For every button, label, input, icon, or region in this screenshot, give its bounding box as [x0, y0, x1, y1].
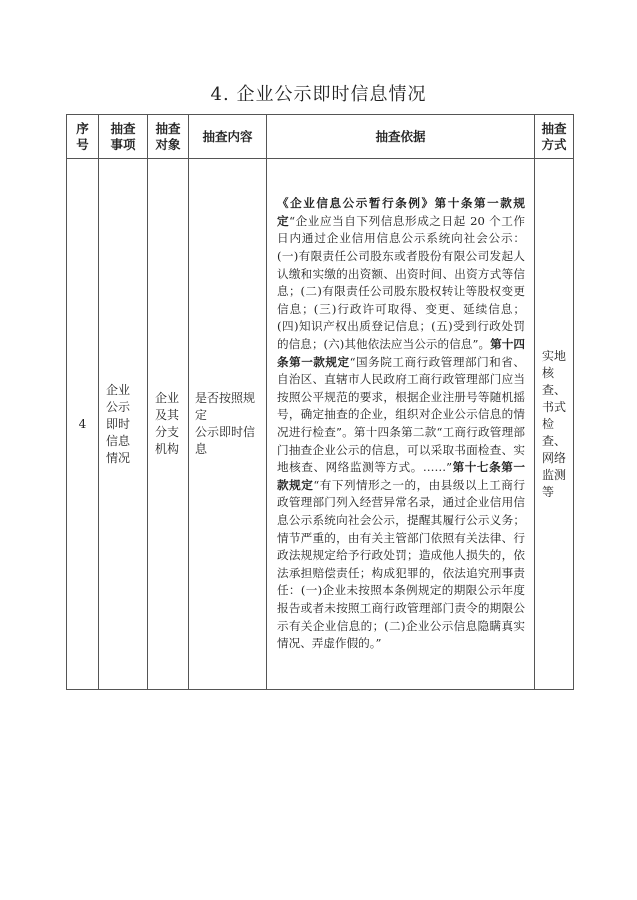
header-method: 抽查 方式 — [535, 115, 574, 159]
header-basis: 抽查依据 — [267, 115, 535, 159]
header-object: 抽查 对象 — [148, 115, 189, 159]
table-row — [67, 159, 574, 690]
row-content: 是否按照规定 公示即时信 息 — [189, 159, 267, 690]
header-num: 序 号 — [67, 115, 99, 159]
basis-clause-2-title: 第十四条第一款规定 — [277, 337, 525, 369]
basis-clause-1-text: “企业应当自下列信息形成之日起 20 个工作日内通过企业信用信息公示系统向社会公示：(一)有限责任公司股东或者股份有限公司发起人认缴和实缴的出资额、出资时间、出资方式等信息；(二)有限责任公司股东股权转让等股权变更信息；(三)行政许可取得、变更、延续信息；(四)知识产权出质登记信息；(五)受到行政处罚的信息；(六)其他依法应当公示的信息”。 — [277, 213, 525, 352]
basis-clause-3-title: 第十七条第一款规定 — [277, 460, 525, 492]
header-content: 抽查内容 — [189, 115, 267, 159]
basis-clause-3-text: “有下列情形之一的，由县级以上工商行政管理部门列入经营异常名录，通过企业信用信息公示系统向社会公示，提醒其履行公示义务；情节严重的，由有关主管部门依照有关法律、行政法规规定给予行政处罚；造成他人损失的，依法承担赔偿责任；构成犯罪的，依法追究刑事责任：(一)企业未按照本条例规定的期限公示年度报告或者未按照工商行政管理部门责令的期限公示有关企业信息的；(二)企业公示信息隐瞒真实情况、弄虚作假的。” — [277, 477, 525, 651]
row-method: 实地 核查、 书式 检查、 网络 监测 等 — [535, 159, 574, 690]
inspection-table — [66, 114, 574, 690]
row-basis — [267, 159, 535, 690]
page-title: 4. 企业公示即时信息情况 — [210, 84, 427, 105]
row-num: 4 — [67, 159, 99, 690]
basis-clause-2-text: “国务院工商行政管理部门和省、自治区、直辖市人民政府工商行政管理部门应当按照公平规范的要求，根据企业注册号等随机摇号，确定抽查的企业，组织对企业公示信息的情况进行检查”。第十四条第二款“工商行政管理部门抽查企业公示的信息，可以采取书面检查、实地核查、网络监测等方式。……” — [277, 354, 525, 475]
row-item: 企业 公示 即时 信息 情况 — [99, 159, 148, 690]
row-object: 企业 及其 分支 机构 — [148, 159, 189, 690]
header-item: 抽查 事项 — [99, 115, 148, 159]
header-row — [67, 115, 574, 159]
basis-clause-1-title: 《企业信息公示暂行条例》第十条第一款规定 — [277, 196, 525, 228]
